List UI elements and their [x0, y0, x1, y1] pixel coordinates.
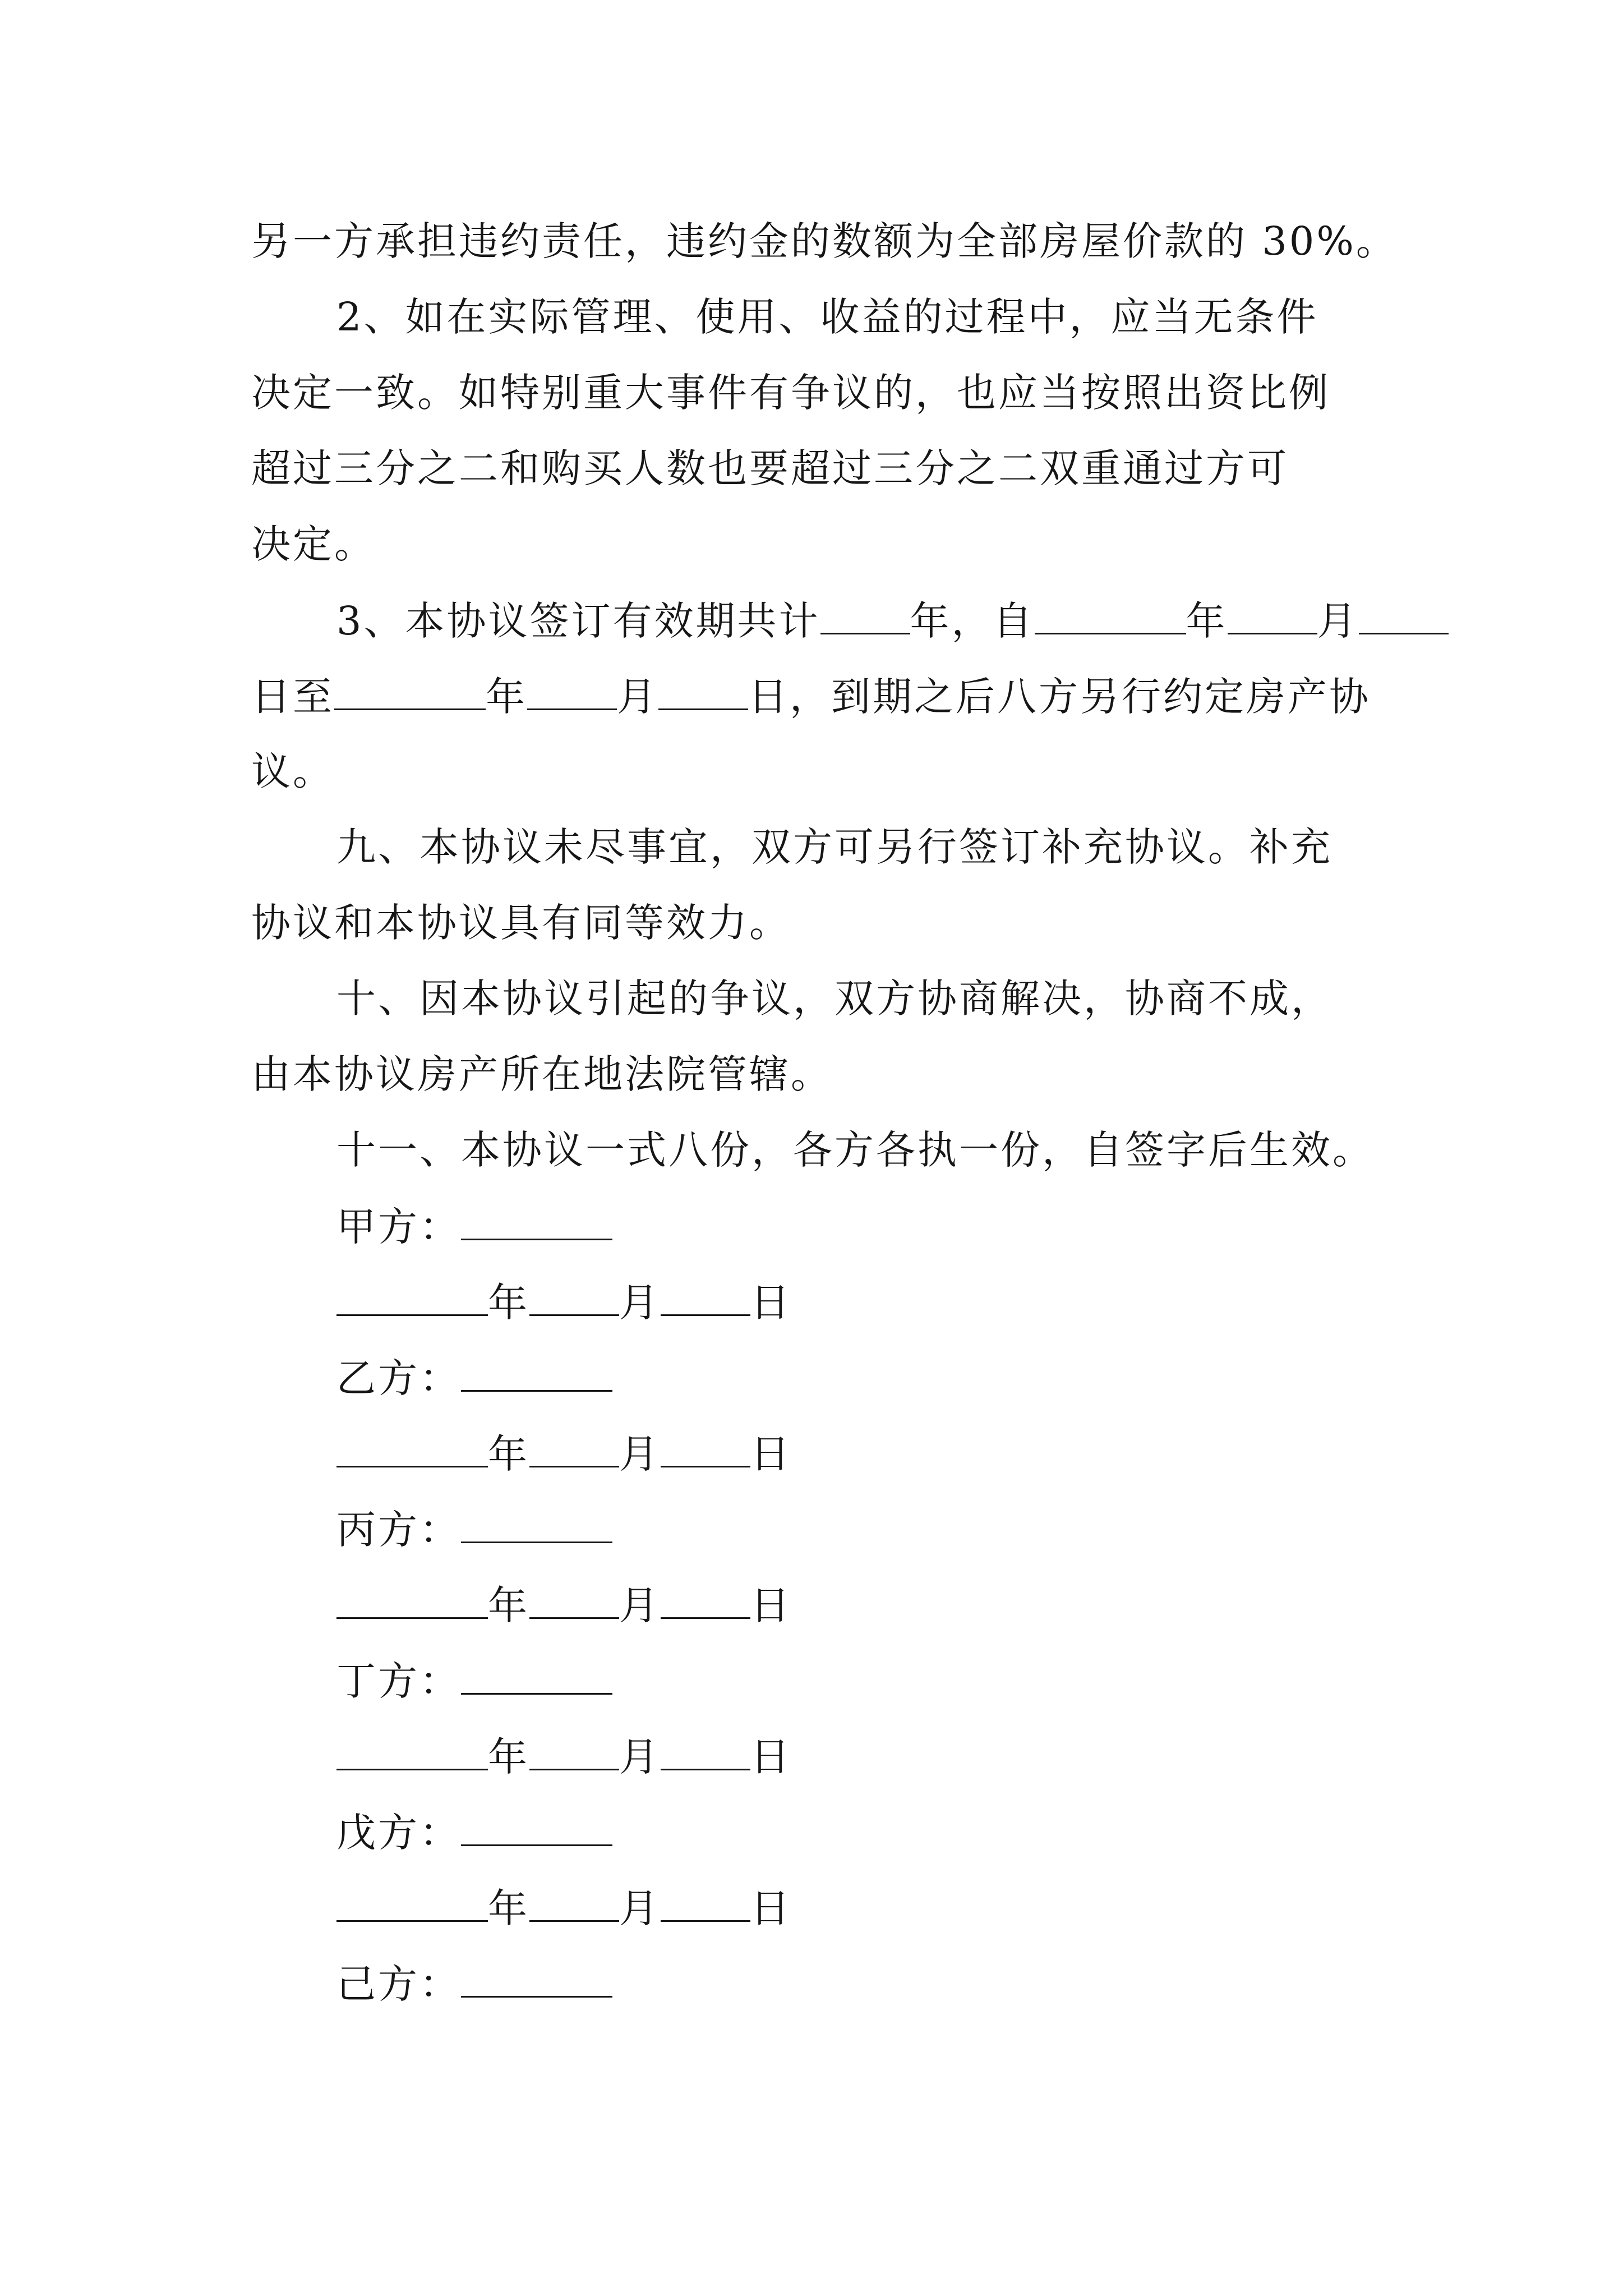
paragraph-line: 决定。: [251, 521, 376, 567]
date-blank: [336, 1888, 488, 1922]
date-blank: [661, 1888, 750, 1922]
signature-date-line: [336, 1734, 792, 1780]
year-label: 年: [488, 1734, 529, 1780]
blank-line: [527, 676, 617, 710]
text-run: 年，自: [910, 598, 1035, 644]
party-label: 乙方：: [336, 1355, 461, 1401]
paragraph-line: 九、本协议未尽事宜，双方可另行签订补充协议。补充: [336, 824, 1332, 870]
paragraph-line: 十一、本协议一式八份，各方各执一份，自签字后生效。: [336, 1127, 1374, 1173]
date-blank: [336, 1585, 488, 1619]
paragraph-line: 超过三分之二和购买人数也要超过三分之二双重通过方可: [251, 445, 1289, 491]
day-label: 日: [750, 1734, 792, 1780]
month-label: 月: [619, 1431, 661, 1477]
paragraph-line: 另一方承担违约责任，违约金的数额为全部房屋价款的 30%。: [251, 218, 1398, 264]
day-label: 日: [750, 1280, 792, 1326]
date-blank: [529, 1736, 619, 1770]
signature-party-line: [336, 1810, 612, 1856]
year-label: 年: [488, 1431, 529, 1477]
signature-party-line: [336, 1658, 612, 1704]
year-label: 年: [488, 1885, 529, 1931]
party-label: 甲方：: [336, 1204, 461, 1250]
day-label: 日: [750, 1582, 792, 1628]
date-blank: [529, 1585, 619, 1619]
signature-blank: [461, 1206, 612, 1240]
day-label: 日: [750, 1885, 792, 1931]
date-blank: [661, 1282, 750, 1316]
paragraph-line: 议。: [251, 748, 334, 794]
text-run: 3、本协议签订有效期共计: [336, 598, 820, 644]
signature-blank: [461, 1812, 612, 1846]
text-run: 日至: [251, 674, 334, 720]
signature-date-line: [336, 1885, 792, 1931]
party-label: 丙方：: [336, 1507, 461, 1553]
blank-line: [658, 676, 748, 710]
year-label: 年: [488, 1582, 529, 1628]
signature-date-line: [336, 1582, 792, 1628]
month-label: 月: [619, 1280, 661, 1326]
month-label: 月: [619, 1582, 661, 1628]
blank-line: [1359, 600, 1449, 634]
paragraph-line: [336, 598, 1449, 644]
text-run: 月: [617, 674, 658, 720]
party-label: 戊方：: [336, 1810, 461, 1856]
party-label: 丁方：: [336, 1658, 461, 1704]
blank-line: [1228, 600, 1317, 634]
date-blank: [336, 1736, 488, 1770]
paragraph-line: 由本协议房产所在地法院管辖。: [251, 1051, 832, 1097]
text-run: 日，到期之后八方另行约定房产协: [748, 674, 1371, 720]
paragraph-line: 决定一致。如特别重大事件有争议的，也应当按照出资比例: [251, 370, 1330, 416]
signature-date-line: [336, 1280, 792, 1326]
signature-blank: [461, 1660, 612, 1695]
signature-party-line: [336, 1507, 612, 1553]
month-label: 月: [619, 1885, 661, 1931]
blank-line: [334, 676, 486, 710]
date-blank: [661, 1433, 750, 1467]
text-run: 年: [486, 674, 527, 720]
signature-blank: [461, 1509, 612, 1543]
year-label: 年: [488, 1280, 529, 1326]
month-label: 月: [619, 1734, 661, 1780]
text-run: 月: [1317, 598, 1359, 644]
signature-party-line: [336, 1961, 612, 2007]
paragraph-line: [251, 674, 1371, 720]
text-run: 年: [1186, 598, 1228, 644]
signature-blank: [461, 1358, 612, 1392]
signature-party-line: [336, 1204, 612, 1250]
paragraph-line: 十、因本协议引起的争议，双方协商解决，协商不成，: [336, 976, 1332, 1022]
paragraph-line: 协议和本协议具有同等效力。: [251, 900, 791, 946]
signature-party-line: [336, 1355, 612, 1401]
signature-date-line: [336, 1431, 792, 1477]
paragraph-line: 2、如在实际管理、使用、收益的过程中，应当无条件: [336, 294, 1318, 340]
date-blank: [529, 1282, 619, 1316]
date-blank: [336, 1282, 488, 1316]
date-blank: [529, 1433, 619, 1467]
blank-line: [820, 600, 910, 634]
date-blank: [661, 1585, 750, 1619]
day-label: 日: [750, 1431, 792, 1477]
date-blank: [336, 1433, 488, 1467]
party-label: 己方：: [336, 1961, 461, 2007]
date-blank: [529, 1888, 619, 1922]
signature-blank: [461, 1963, 612, 1998]
blank-line: [1035, 600, 1186, 634]
date-blank: [661, 1736, 750, 1770]
